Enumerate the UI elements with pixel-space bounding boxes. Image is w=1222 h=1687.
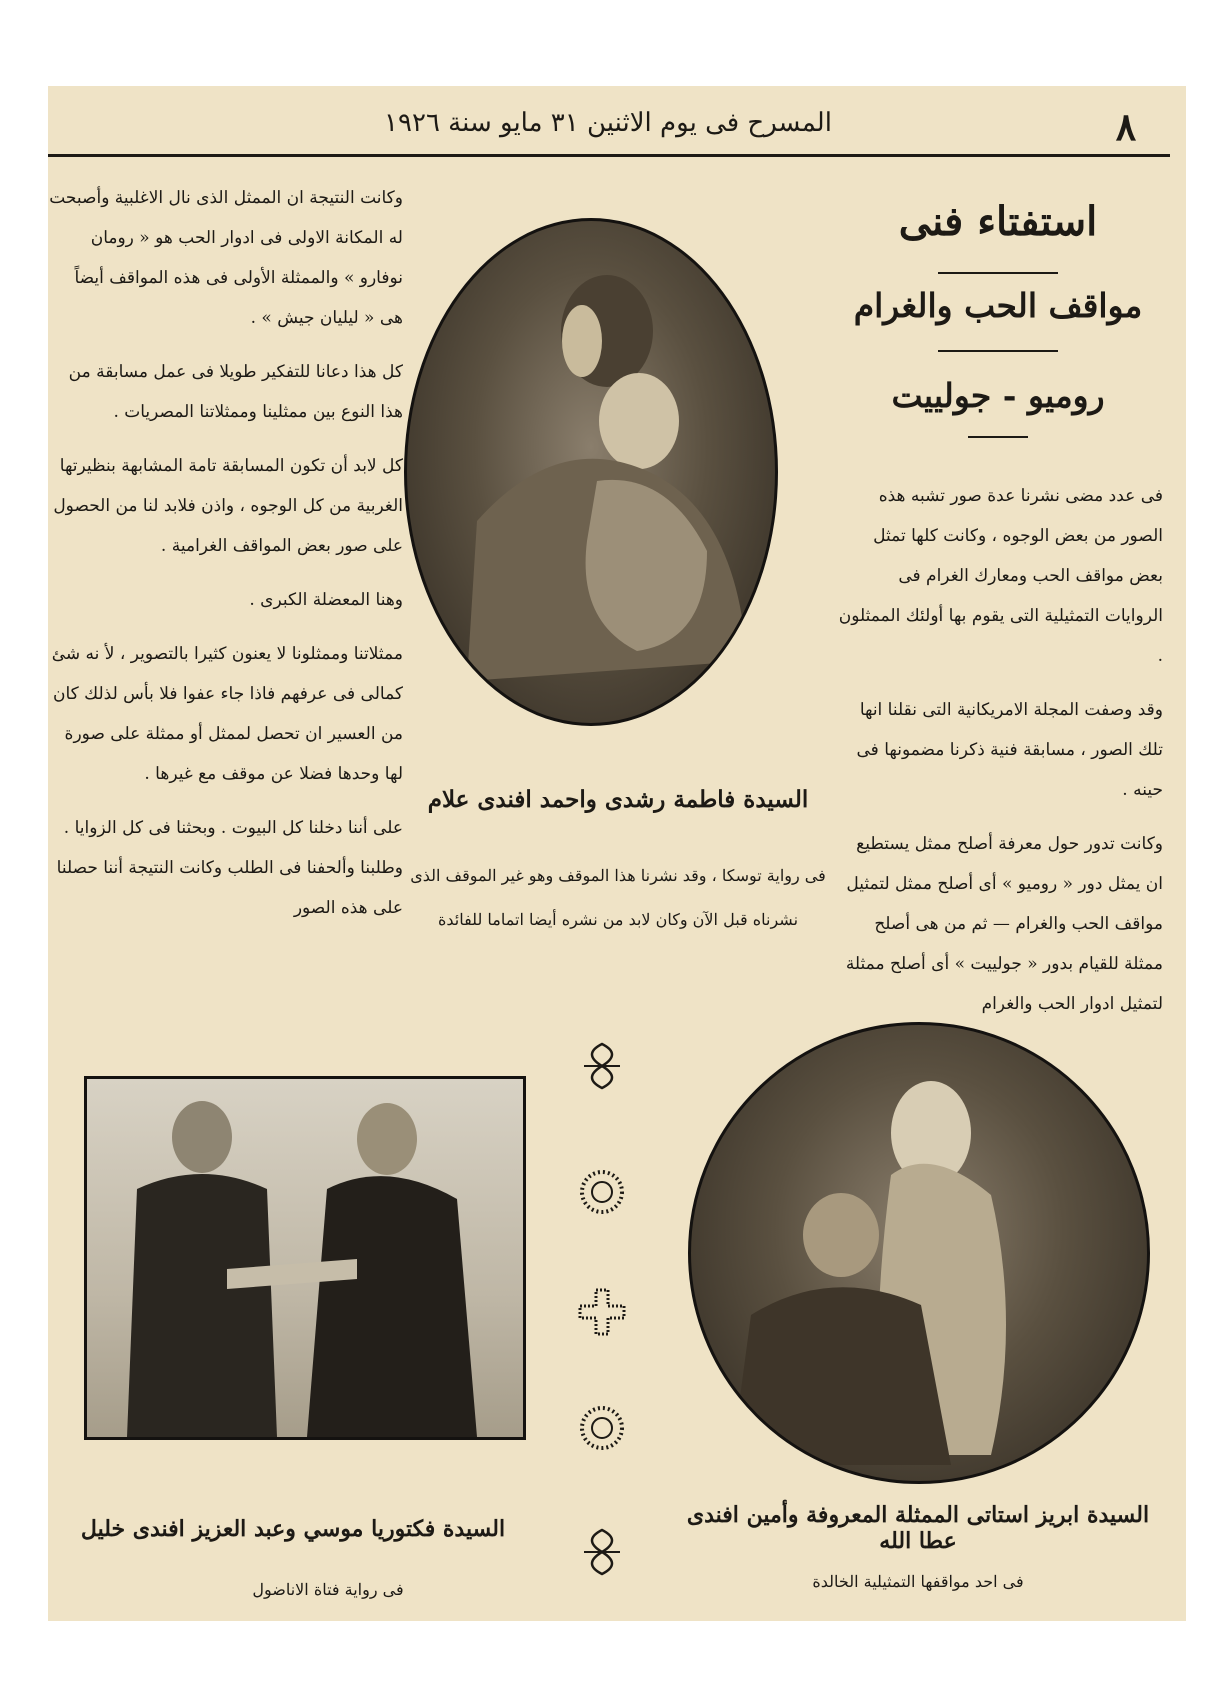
subtitle-rule: [938, 350, 1058, 352]
photo-bottom-right-round: [688, 1022, 1150, 1484]
stage-scene-illustration: [691, 1025, 1150, 1484]
photo-bottom-left-caption: السيدة فكتوريا موسي وعبد العزيز افندى خليل: [80, 1516, 506, 1542]
subtitle2-rule: [968, 436, 1028, 438]
article-right-column: [838, 476, 1163, 1038]
photo-top-caption: السيدة فاطمة رشدى واحمد افندى علام: [427, 786, 809, 813]
article-paragraph: فى عدد مضى نشرنا عدة صور تشبه هذه الصور من بعض الوجوه ، وكانت كلها تمثل بعض مواقف الحب ومعارك الغرام فى الروايات التمثيلية التى يقوم بها أولئك الممثلون .: [838, 486, 1163, 666]
photo-top-oval: [404, 218, 778, 726]
page-number: ٨: [1115, 104, 1137, 149]
ornament-ring-icon: [576, 1402, 628, 1454]
ornament-knot-icon: [576, 1040, 628, 1092]
photo-bottom-right-caption: السيدة ابريز استاتى الممثلة المعروفة وأمين افندى عطا الله: [686, 1502, 1150, 1554]
article-title: استفتاء فنى: [898, 198, 1098, 245]
article-paragraph: ممثلاتنا وممثلونا لا يعنون كثيرا بالتصوير ، لأ نه شئ كمالى فى عرفهم فاذا جاء عفوا فلا بأس لذلك كان من العسير ان تحصل لممثل أو ممثلة على صورة لها وحدها فضلا عن موقف مع غيرها .: [51, 644, 403, 784]
two-actors-illustration: [87, 1079, 523, 1437]
article-paragraph: وهنا المعضلة الكبرى .: [249, 590, 403, 610]
couple-photo-illustration: [407, 221, 778, 726]
article-subtitle-2: روميو - جولييت: [891, 376, 1105, 415]
article-paragraph: وكانت تدور حول معرفة أصلح ممثل يستطيع ان يمثل دور « روميو » أى أصلح ممثل لتمثيل مواقف الحب والغرام — ثم من هى أصلح ممثلة للقيام بدور « جولييت » أى أصلح ممثلة لتمثيل ادوار الحب والغرام: [845, 834, 1163, 1014]
page-header: المسرح فى يوم الاثنين ٣١ مايو سنة ١٩٢٦: [384, 108, 832, 138]
photo-top-description: فى رواية توسكا ، وقد نشرنا هذا الموقف وهو غير الموقف الذى نشرناه قبل الآن وكان لابد من نشره أيضا اتماما للفائدة: [410, 866, 826, 929]
magazine-page: [48, 86, 1186, 1621]
header-rule: [48, 154, 1170, 157]
article-paragraph: وقد وصفت المجلة الامريكانية التى نقلنا انها تلك الصور ، مسابقة فنية ذكرنا مضمونها فى حينه .: [856, 700, 1163, 800]
article-subtitle: مواقف الحب والغرام: [853, 286, 1143, 325]
article-paragraph: وكانت النتيجة ان الممثل الذى نال الاغلبية وأصبحت له المكانة الاولى فى ادوار الحب هو « رومان نوفارو » والممثلة الأولى فى هذه المواقف أيضاً هى « ليليان جيش » .: [49, 188, 403, 328]
article-paragraph: كل لابد أن تكون المسابقة تامة المشابهة بنظيرتها الغربية من كل الوجوه ، واذن فلابد لنا من الحصول على صور بعض المواقف الغرامية .: [53, 456, 403, 556]
photo-bottom-right-subcaption: فى احد مواقفها التمثيلية الخالدة: [812, 1572, 1024, 1591]
ornament-ring-icon: [576, 1166, 628, 1218]
ornament-cross-icon: [576, 1286, 628, 1338]
article-paragraph: على أننا دخلنا كل البيوت . وبحثنا فى كل الزوايا . وطلبنا وألحفنا فى الطلب وكانت النتيجة أننا حصلنا على هذه الصور: [56, 818, 403, 918]
article-paragraph: كل هذا دعانا للتفكير طويلا فى عمل مسابقة من هذا النوع بين ممثلينا وممثلاتنا المصريات .: [68, 362, 403, 422]
title-rule: [938, 272, 1058, 274]
ornament-knot-icon: [576, 1526, 628, 1578]
article-left-column: [48, 178, 403, 942]
photo-bottom-left: [84, 1076, 526, 1440]
photo-bottom-left-subcaption: فى رواية فتاة الاناضول: [252, 1580, 404, 1599]
